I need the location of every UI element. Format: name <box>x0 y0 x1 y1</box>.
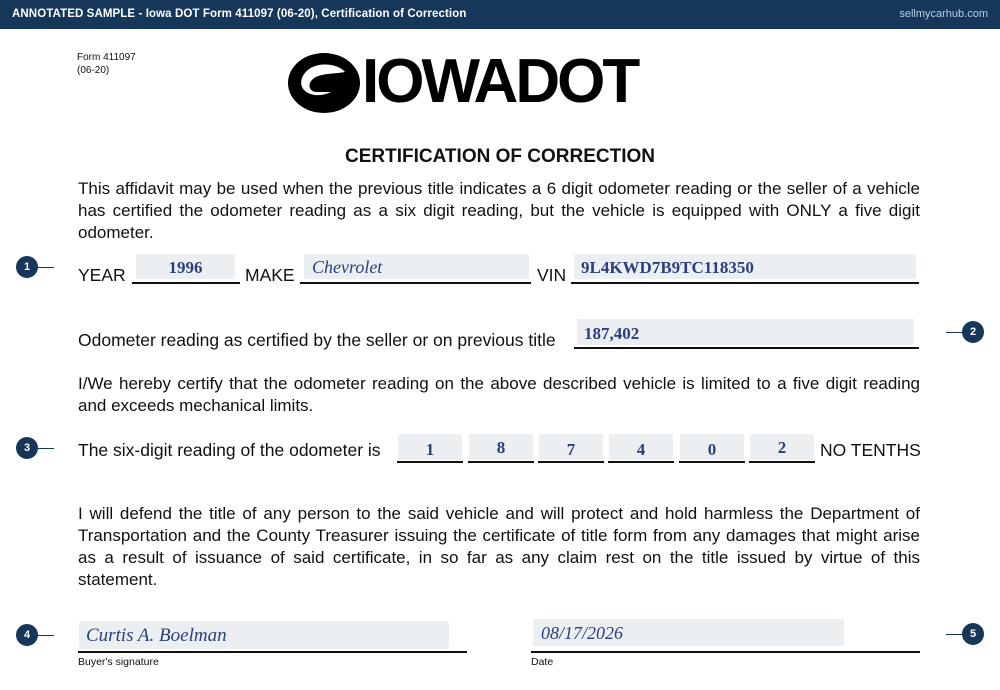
annotation-marker-4: 4 <box>16 624 38 646</box>
annotation-marker-2: 2 <box>962 321 984 343</box>
form-number-line: Form 411097 <box>77 52 136 63</box>
iowa-dot-logo-mark-icon <box>287 52 361 114</box>
annotation-marker-3: 3 <box>16 437 38 459</box>
site-link[interactable]: sellmycarhub.com <box>899 8 988 20</box>
banner-title: ANNOTATED SAMPLE - Iowa DOT Form 411097 (06-20), Certification of Correction <box>12 8 467 20</box>
digit-value-4: 4 <box>636 440 646 459</box>
year-underline <box>132 282 240 284</box>
annotation-leader-1 <box>38 267 54 268</box>
signature-underline <box>78 651 467 653</box>
vin-underline <box>571 282 919 284</box>
annotation-marker-1: 1 <box>16 256 38 278</box>
six-digit-label: The six-digit reading of the odometer is <box>78 440 381 460</box>
certify-paragraph: I/We hereby certify that the odometer reading on the above described vehicle is limited to a five digit reading and exceeds mechanical limits. <box>78 374 920 415</box>
annotation-leader-2 <box>946 332 962 333</box>
digit-value-6: 2 <box>777 438 787 457</box>
no-tenths-label: NO TENTHS <box>820 440 921 460</box>
iowa-dot-logo-text: IOWADOT <box>362 47 638 116</box>
digit-value-3: 7 <box>566 440 576 459</box>
defend-paragraph: I will defend the title of any person to the said vehicle and will protect and hold harmless the Department of Transportation and the County Treasurer issuing the certificate of title form from any damages that might arise as a result of issuance of said certificate, in so far as any claim rest on the title issued by virtue of this statement. <box>78 504 920 589</box>
vin-label: VIN <box>537 265 567 285</box>
digit-underline-4 <box>608 461 674 463</box>
form-revision-line: (06-20) <box>77 65 110 76</box>
signature-value: Curtis A. Boelman <box>86 625 227 646</box>
make-underline <box>300 282 531 284</box>
annotation-leader-5 <box>946 634 962 635</box>
annotation-leader-4 <box>38 635 54 636</box>
date-value: 08/17/2026 <box>541 623 624 643</box>
digit-value-5: 0 <box>707 440 717 459</box>
date-label: Date <box>531 656 554 668</box>
top-banner <box>0 0 1000 29</box>
digit-value-1: 1 <box>425 440 435 459</box>
odometer-label: Odometer reading as certified by the seller or on previous title <box>78 330 556 350</box>
form-number <box>77 51 136 77</box>
year-value: 1996 <box>168 258 203 277</box>
digit-underline-1 <box>397 461 463 463</box>
date-underline <box>531 651 920 653</box>
annotation-marker-5: 5 <box>962 623 984 645</box>
digit-underline-6 <box>749 461 815 463</box>
odometer-value: 187,402 <box>584 324 640 343</box>
odometer-underline <box>574 347 919 349</box>
digit-underline-3 <box>538 461 604 463</box>
year-label: YEAR <box>78 265 126 285</box>
signature-label: Buyer's signature <box>78 656 159 668</box>
vin-value: 9L4KWD7B9TC118350 <box>581 258 754 277</box>
digit-underline-2 <box>468 461 534 463</box>
make-value: Chevrolet <box>312 257 383 277</box>
digit-value-2: 8 <box>496 438 506 457</box>
digit-underline-5 <box>679 461 745 463</box>
intro-paragraph: This affidavit may be used when the previous title indicates a 6 digit odometer reading or the seller of a vehicle has certified the odometer reading as a six digit reading, but the vehicle is equipped with ONLY a five digit odometer. <box>78 179 920 242</box>
form-heading: CERTIFICATION OF CORRECTION <box>345 146 655 167</box>
make-label: MAKE <box>245 265 295 285</box>
annotation-leader-3 <box>38 448 54 449</box>
